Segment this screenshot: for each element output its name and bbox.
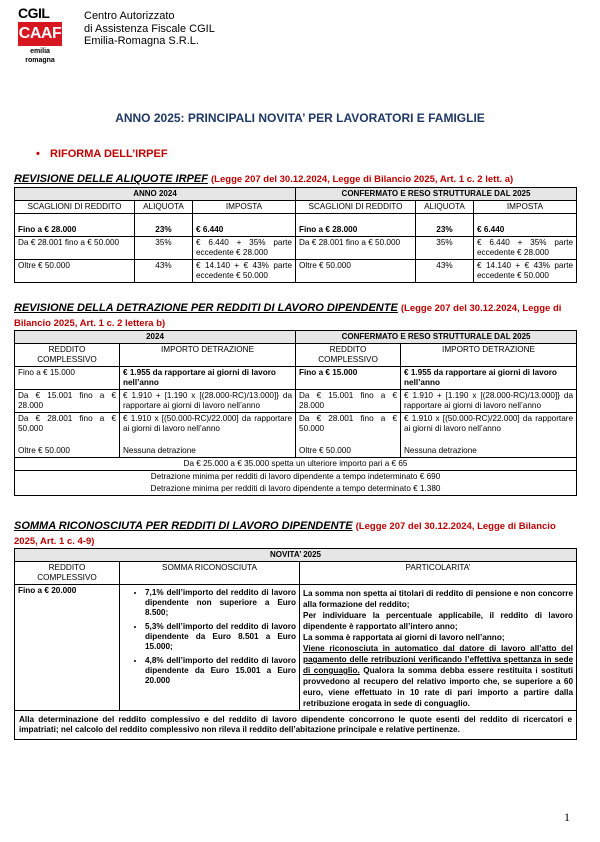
particolarita-text: La somma è rapportata ai giorni di lavoro nell’anno; [303,633,505,642]
bullet-icon: • [36,148,40,160]
table-cell: € 6.440 + 35% parte eccedente € 28.000 [474,237,577,260]
org-line-3: Emilia-Romagna S.R.L. [84,35,199,47]
section-aliquote-ref: (Legge 207 del 30.12.2024, Legge di Bilancio 2025, Art. 1 c. 2 lett. a) [211,174,514,185]
table-cell: Da € 28.001 fino a € 50.000 [15,237,135,260]
logo-emilia-text: emilia [30,48,50,55]
table-cell: € 1.910 + [1.190 x [(28.000-RC)/13.000]} da rapportare ai giorni di lavoro nell’anno [401,390,577,413]
column-header: ALIQUOTA [416,201,474,214]
table-header: CONFERMATO E RESO STRUTTURALE DAL 2025 [296,331,577,344]
section-aliquote-title [14,172,574,187]
somma-list [123,588,296,686]
table-cell: Oltre € 50.000 [296,445,401,458]
aliquote-table [14,187,577,283]
table-cell: 35% [135,237,193,260]
table-cell [120,585,300,711]
table-cell: 35% [416,237,474,260]
table-cell [300,585,577,711]
table-cell: Fino a € 28.000 [296,214,416,237]
particolarita-underlined: Viene riconosciuta in automatico dal datore di lavoro all’atto del pagamento delle retribuzioni verificando l’effettiva spettanza in sede di conguaglio. [303,644,574,675]
table-cell: 23% [135,214,193,237]
table-row [15,585,577,711]
table-cell: € 14.140 + € 43% parte eccedente € 50.000 [474,260,577,283]
table-row [15,237,577,260]
table-row [15,390,577,413]
table-header: ANNO 2024 [15,188,296,201]
section-detrazione-ref: (Legge 207 del 30.12.2024, Legge di Bilancio 2025, Art. 1 c. 2 lettera b) [14,303,562,329]
organization-name [84,10,215,48]
detrazione-table [14,330,577,496]
table-cell: Fino a € 28.000 [15,214,135,237]
table-cell: Da € 15.001 fino a € 28.000 [15,390,120,413]
table-cell: Fino a € 15.000 [296,367,401,390]
column-header: REDDITO COMPLESSIVO [296,344,401,367]
section-somma-heading: SOMMA RICONOSCIUTA PER REDDITI DI LAVORO DIPENDENTE [14,520,353,532]
table-cell: € 14.140 + € 43% parte eccedente € 50.000 [193,260,296,283]
table-cell: Oltre € 50.000 [15,260,135,283]
org-line-1: Centro Autorizzato [84,10,175,22]
particolarita-text: Per individuare la percentuale applicabile, il reddito di lavoro dipendente è rapportato all’intero anno; [303,611,574,631]
table-cell: € 6.440 [193,214,296,237]
table-row [15,445,577,458]
table-cell: Fino a € 15.000 [15,367,120,390]
list-item: • 7,1% dell’importo del reddito di lavoro dipendente non superiore a Euro 8.500; [145,588,296,618]
table-header: CONFERMATO E RESO STRUTTURALE DAL 2025 [296,188,577,201]
table-cell: Oltre € 50.000 [15,445,120,458]
table-cell: Fino a € 20.000 [15,585,120,711]
table-cell: 23% [416,214,474,237]
table-cell: € 1.955 da rapportare ai giorni di lavoro nell’anno [401,367,577,390]
table-cell: Da € 28.001 fino a € 50.000 [15,413,120,446]
column-header: SCAGLIONI DI REDDITO [15,201,135,214]
particolarita-rest: Qualora la somma debba essere restituita i sostituti provvedono al recupero del relativo importo che, se superiore a 60 euro, viene effettuato in 10 rate di pari importo a partire dalla retribuzione erogata in sede di conguaglio. [303,666,574,708]
particolarita-text: La somma non spetta ai titolari di reddito di pensione e non concorre alla formazione del reddito; [303,589,574,609]
org-line-2: di Assistenza Fiscale CGIL [84,22,215,35]
section-somma-ref: (Legge 207 del 30.12.2024, Legge di Bilancio 2025, Art. 1 c. 4-9) [14,521,556,547]
table-cell: 43% [416,260,474,283]
column-header: IMPOSTA [193,201,296,214]
table-note: Detrazione minima per redditi di lavoro dipendente a tempo indeterminato € 690 [15,471,577,484]
column-header: ALIQUOTA [135,201,193,214]
column-header: IMPORTO DETRAZIONE [120,344,296,367]
table-cell: Nessuna detrazione [401,445,577,458]
table-row [15,260,577,283]
table-cell: € 1.910 x [(50.000-RC)/22.000] da rapportare ai giorni di lavoro nell’anno [120,413,296,446]
column-header: SOMMA RICONOSCIUTA [120,562,300,585]
table-cell: € 1.955 da rapportare ai giorni di lavoro nell’anno [120,367,296,390]
logo-cgil-text: CGIL [18,5,50,21]
table-cell: € 6.440 [474,214,577,237]
page-title: ANNO 2025: PRINCIPALI NOVITA’ PER LAVORATORI E FAMIGLIE [115,111,485,125]
table-cell: € 6.440 + 35% parte eccedente € 28.000 [193,237,296,260]
cgil-caaf-logo [18,6,62,64]
column-header: REDDITO COMPLESSIVO [15,562,120,585]
page-number: 1 [564,810,570,824]
logo-caaf-text: CAAF [18,22,62,46]
table-cell: Nessuna detrazione [120,445,296,458]
table-footer-note: Alla determinazione del reddito complessivo e del reddito di lavoro dipendente concorrono le quote esenti del reddito di ricercatori e impatriati; nel calcolo del reddito complessivo non rileva il reddito dell’abitazione principale e relative pertinenze. [15,711,577,740]
particolarita-text [303,643,573,709]
table-note: Detrazione minima per redditi di lavoro dipendente a tempo determinato € 1.380 [15,483,577,496]
table-note: Da € 25.000 a € 35.000 spetta un ulteriore importo pari a € 65 [15,458,577,471]
section-detrazione-title [14,301,574,331]
table-cell: 43% [135,260,193,283]
section-aliquote-heading: REVISIONE DELLE ALIQUOTE IRPEF [14,173,208,185]
table-cell: € 1.910 + [1.190 x [(28.000-RC)/13.000]} da rapportare ai giorni di lavoro nell’anno [120,390,296,413]
table-row [15,214,577,237]
logo-romagna-text: romagna [25,57,55,64]
column-header: REDDITO COMPLESSIVO [15,344,120,367]
somma-table [14,548,577,740]
section-bullet [36,148,168,160]
list-item: • 5,3% dell’importo del reddito di lavoro dipendente da Euro 8.501 a Euro 15.000; [145,622,296,652]
table-header: NOVITA’ 2025 [15,549,577,562]
column-header: PARTICOLARITA’ [300,562,577,585]
table-cell: Da € 28.001 fino a € 50.000 [296,413,401,446]
table-header: 2024 [15,331,296,344]
list-item: • 4,8% dell’importo del reddito di lavoro dipendente da Euro 15.001 a Euro 20.000 [145,656,296,686]
section-detrazione-heading: REVISIONE DELLA DETRAZIONE PER REDDITI DI LAVORO DIPENDENTE [14,302,398,314]
table-cell: Da € 15.001 fino a € 28.000 [296,390,401,413]
table-row [15,367,577,390]
column-header: SCAGLIONI DI REDDITO [296,201,416,214]
table-cell: Oltre € 50.000 [296,260,416,283]
section-somma-title [14,519,574,549]
bullet-label: RIFORMA DELL’IRPEF [50,148,168,160]
column-header: IMPORTO DETRAZIONE [401,344,577,367]
table-cell: € 1.910 x [(50.000-RC)/22.000] da rapportare ai giorni di lavoro nell’anno [401,413,577,446]
table-cell: Da € 28.001 fino a € 50.000 [296,237,416,260]
table-row [15,413,577,446]
column-header: IMPOSTA [474,201,577,214]
